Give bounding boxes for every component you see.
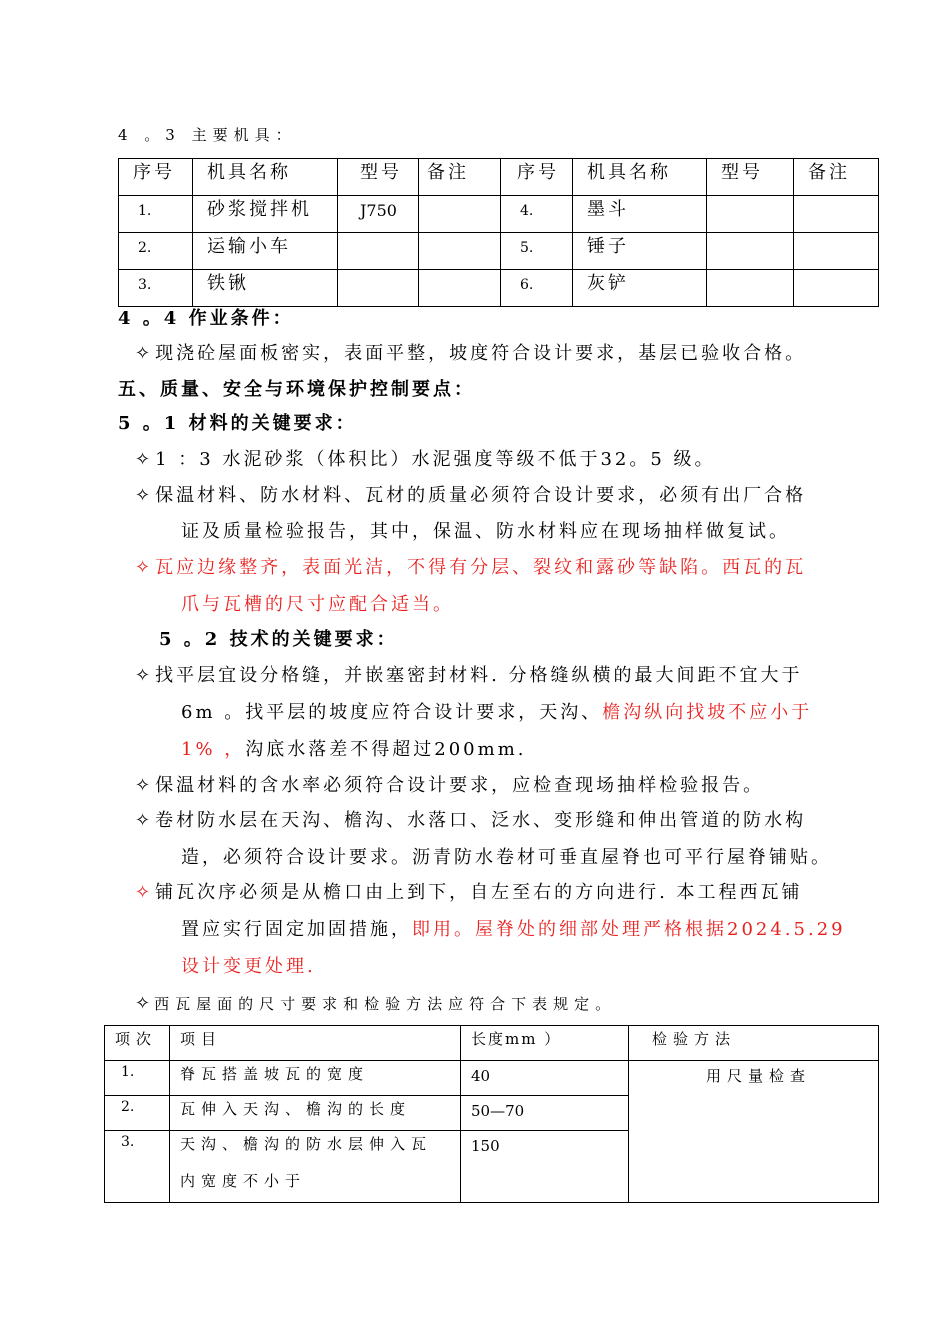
table-row [119, 233, 879, 270]
bullet-icon: ✧ [135, 775, 154, 796]
paragraph-text: 卷材防水层在天沟、檐沟、水落口、泛水、变形缝和伸出管道的防水构 [155, 810, 807, 831]
paragraph-text: 找平层宜设分格缝，并嵌塞密封材料. 分格缝纵横的最大间距不宜大于 [155, 665, 803, 686]
row-number: 1. [121, 1064, 135, 1080]
header-cell: 型号 [721, 162, 763, 183]
paragraph-text: 置应实行固定加固措施， [181, 919, 412, 940]
tool-name: 运输小车 [207, 236, 291, 257]
header-cell: 备注 [808, 162, 850, 183]
inspection-table [104, 1025, 879, 1203]
paragraph-5-1-c [135, 559, 806, 577]
tools-table [118, 158, 879, 307]
row-number: 2. [121, 1099, 135, 1115]
paragraph-text: 6m 。找平层的坡度应符合设计要求，天沟、 [181, 702, 603, 723]
header-cell: 序号 [517, 162, 559, 183]
paragraph-line [181, 921, 846, 939]
paragraph-line [181, 741, 527, 759]
item-length: 40 [471, 1067, 491, 1085]
header-cell: 检验方法 [652, 1030, 737, 1048]
item-length: 50—70 [471, 1102, 525, 1120]
bullet-icon: ✧ [135, 993, 151, 1014]
table-row [119, 270, 879, 307]
paragraph-4-4 [135, 345, 806, 363]
paragraph-5-2-b [135, 777, 764, 795]
section-4-4-heading: 4 。4 作业条件： [118, 308, 294, 329]
bullet-icon: ✧ [135, 557, 154, 578]
header-cell: 长度mm ） [471, 1030, 562, 1048]
row-number: 5. [520, 240, 534, 256]
paragraph-text: 证及质量检验报告，其中，保温、防水材料应在现场抽样做复试。 [181, 521, 790, 542]
bullet-icon: ✧ [135, 665, 154, 686]
inspection-method: 用尺量检查 [706, 1067, 812, 1085]
section-5-2-heading: 5 。2 技术的关键要求： [159, 629, 398, 650]
tool-model: J750 [360, 201, 397, 220]
row-number: 3. [121, 1134, 135, 1150]
tool-name: 砂浆搅拌机 [207, 199, 312, 220]
paragraph-5-1-a [135, 451, 716, 469]
highlight-text: 即用。屋脊处的细部处理严格根据2024.5.29 [412, 919, 846, 940]
paragraph-text: 造，必须符合设计要求。沥青防水卷材可垂直屋脊也可平行屋脊铺贴。 [181, 847, 832, 868]
paragraph-text: 1 ：3 水泥砂浆（体积比）水泥强度等级不低于32。5 级。 [155, 449, 716, 470]
section-5-heading: 五、质量、安全与环境保护控制要点： [118, 379, 475, 400]
bullet-icon: ✧ [135, 449, 154, 470]
table-row [119, 196, 879, 233]
highlight-text: 檐沟纵向找坡不应小于 [602, 702, 813, 723]
header-cell: 序号 [133, 162, 175, 183]
paragraph-5-2-a [135, 667, 803, 685]
item-name-continued: 内宽度不小于 [180, 1172, 307, 1190]
highlight-text: 1% ， [181, 739, 246, 760]
header-cell: 项次 [115, 1030, 158, 1048]
section-5-1-heading: 5 。1 材料的关键要求： [118, 413, 357, 434]
header-cell: 机具名称 [587, 162, 671, 183]
table-header-row [119, 159, 879, 196]
section-4-3-heading: 4 。3 主要机具： [118, 126, 297, 144]
bullet-icon: ✧ [135, 485, 154, 506]
paragraph-text: 瓦应边缘整齐，表面光洁，不得有分层、裂纹和露砂等缺陷。西瓦的瓦 [155, 557, 807, 578]
header-cell: 项目 [180, 1030, 223, 1048]
item-name: 瓦伸入天沟、檐沟的长度 [180, 1100, 412, 1118]
row-number: 6. [520, 277, 534, 293]
paragraph-text: 爪与瓦槽的尺寸应配合适当。 [181, 594, 454, 615]
tool-name: 铁锹 [207, 273, 249, 294]
item-name: 天沟、檐沟的防水层伸入瓦 [180, 1135, 433, 1153]
paragraph-text: 保温材料、防水材料、瓦材的质量必须符合设计要求，必须有出厂合格 [155, 485, 807, 506]
item-length: 150 [471, 1137, 500, 1155]
row-number: 1. [138, 203, 152, 219]
item-name: 脊瓦搭盖坡瓦的宽度 [180, 1065, 370, 1083]
paragraph-text: 铺瓦次序必须是从檐口由上到下，自左至右的方向进行. 本工程西瓦铺 [155, 882, 803, 903]
bullet-icon: ✧ [135, 810, 154, 831]
header-cell: 机具名称 [207, 162, 291, 183]
paragraph-5-1-b [135, 487, 806, 505]
paragraph-text: 西瓦屋面的尺寸要求和检验方法应符合下表规定。 [154, 995, 617, 1013]
paragraph-5-2-e [135, 995, 616, 1013]
table-row [105, 1061, 879, 1096]
tool-name: 灰铲 [587, 273, 629, 294]
tool-name: 锤子 [587, 236, 629, 257]
paragraph-text: 现浇砼屋面板密实，表面平整，坡度符合设计要求，基层已验收合格。 [155, 343, 807, 364]
bullet-icon: ✧ [135, 882, 154, 903]
paragraph-5-2-d [135, 884, 803, 902]
tool-name: 墨斗 [587, 199, 629, 220]
paragraph-5-2-c [135, 812, 806, 830]
highlight-text: 设计变更处理. [181, 956, 316, 977]
row-number: 4. [520, 203, 534, 219]
table-header-row [105, 1026, 879, 1061]
paragraph-text: 沟底水落差不得超过200mm. [245, 739, 527, 760]
header-cell: 型号 [360, 162, 402, 183]
bullet-icon: ✧ [135, 343, 154, 364]
paragraph-text: 保温材料的含水率必须符合设计要求，应检查现场抽样检验报告。 [155, 775, 765, 796]
row-number: 2. [138, 240, 152, 256]
row-number: 3. [138, 277, 152, 293]
paragraph-line [181, 704, 812, 722]
header-cell: 备注 [427, 162, 469, 183]
